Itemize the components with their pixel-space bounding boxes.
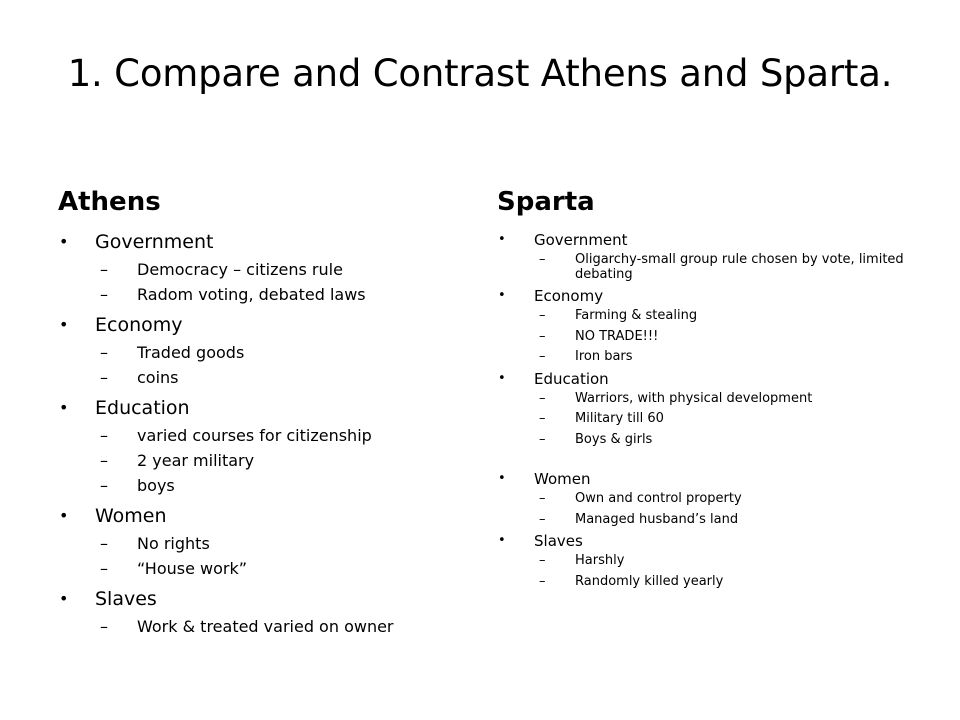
athens-item-label: Education: [95, 397, 190, 419]
list-item: – Military till 60: [539, 411, 664, 426]
athens-item-economy: [58, 313, 468, 390]
sparta-item-label: Education: [534, 369, 609, 388]
dash-icon: –: [539, 390, 546, 406]
sparta-column: [497, 186, 917, 589]
athens-column: [58, 186, 468, 639]
athens-item-government: [58, 230, 468, 307]
dash-icon: –: [539, 411, 546, 426]
list-item: – varied courses for citizenship: [95, 424, 468, 448]
sparta-sublist: [534, 392, 917, 448]
list-item: – Harshly: [539, 553, 625, 568]
bullet-icon: •: [498, 288, 506, 303]
athens-item-education: [58, 396, 468, 498]
slide-title: 1. Compare and Contrast Athens and Sparta.: [67, 52, 893, 95]
dash-icon: –: [100, 426, 108, 445]
athens-item-slaves: [58, 587, 468, 639]
list-item: – Boys & girls: [539, 431, 653, 447]
list-item: – Warriors, with physical development: [539, 390, 813, 406]
dash-icon: –: [539, 349, 546, 364]
list-item: – Work & treated varied on owner: [95, 615, 468, 639]
list-item: – coins: [95, 366, 468, 390]
athens-item-women: [58, 504, 468, 581]
sparta-sublist: [534, 492, 917, 527]
bullet-icon: •: [59, 232, 69, 251]
dash-icon: –: [539, 252, 546, 267]
list-item: – Randomly killed yearly: [539, 573, 724, 589]
athens-sublist: [95, 424, 468, 498]
dash-icon: –: [539, 308, 546, 323]
list-item: – Oligarchy-small group rule chosen by vote, limited debating: [539, 252, 904, 282]
bullet-icon: •: [59, 506, 69, 525]
sparta-item-label: Economy: [534, 287, 604, 305]
dash-icon: –: [100, 368, 108, 387]
dash-icon: –: [539, 511, 546, 527]
list-item: – Traded goods: [95, 341, 468, 365]
dash-icon: –: [100, 260, 108, 279]
dash-icon: –: [100, 343, 108, 362]
sparta-sublist: [534, 309, 917, 365]
dash-icon: –: [539, 431, 546, 447]
bullet-icon: •: [59, 398, 69, 417]
sparta-item-women: [497, 469, 917, 527]
list-item: – Radom voting, debated laws: [95, 283, 468, 307]
dash-icon: –: [539, 553, 546, 568]
bullet-icon: •: [498, 533, 506, 548]
athens-sublist: [95, 532, 468, 581]
sparta-item-slaves: [497, 531, 917, 589]
dash-icon: –: [539, 573, 546, 589]
athens-item-label: Slaves: [95, 588, 157, 610]
bullet-icon: •: [498, 232, 506, 247]
sparta-item-government: [497, 230, 917, 282]
list-item: – boys: [95, 474, 468, 498]
athens-heading: Athens: [58, 187, 161, 217]
list-item: – Own and control property: [539, 491, 742, 506]
athens-item-label: Economy: [95, 314, 183, 336]
athens-item-label: Women: [95, 505, 167, 527]
dash-icon: –: [100, 285, 108, 304]
list-item: – “House work”: [95, 557, 468, 581]
dash-icon: –: [100, 451, 108, 470]
bullet-icon: •: [59, 589, 69, 608]
dash-icon: –: [100, 476, 108, 495]
sparta-item-economy: [497, 286, 917, 365]
list-item: – Managed husband’s land: [539, 511, 739, 527]
dash-icon: –: [100, 534, 108, 553]
sparta-item-label: Women: [534, 470, 591, 488]
athens-list: [58, 230, 468, 639]
dash-icon: –: [100, 559, 108, 578]
list-item: – NO TRADE!!!: [539, 328, 659, 344]
athens-sublist: [95, 341, 468, 390]
sparta-sublist: [534, 554, 917, 589]
dash-icon: –: [100, 617, 108, 636]
bullet-icon: •: [59, 315, 69, 334]
sparta-list: [497, 230, 917, 589]
list-item: – 2 year military: [95, 449, 468, 473]
athens-sublist: [95, 258, 468, 307]
athens-item-label: Government: [95, 231, 214, 253]
dash-icon: –: [539, 328, 546, 344]
sparta-item-education: [497, 369, 917, 448]
bullet-icon: •: [498, 471, 506, 486]
sparta-heading: Sparta: [497, 187, 595, 217]
list-item: – Farming & stealing: [539, 308, 698, 323]
list-item: – No rights: [95, 532, 468, 556]
athens-sublist: [95, 615, 468, 639]
dash-icon: –: [539, 491, 546, 506]
sparta-sublist: [534, 253, 917, 282]
sparta-item-label: Slaves: [534, 532, 583, 550]
list-item: – Democracy – citizens rule: [95, 258, 468, 282]
list-item: – Iron bars: [539, 349, 633, 364]
bullet-icon: •: [498, 370, 506, 386]
sparta-item-label: Government: [534, 231, 628, 249]
